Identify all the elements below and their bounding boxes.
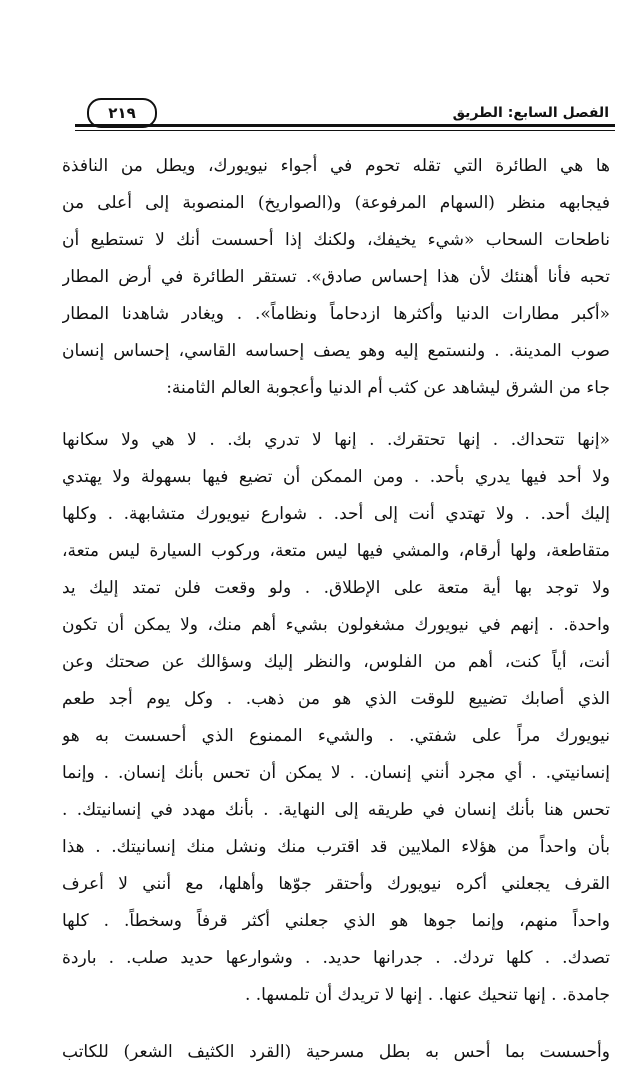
text-line: إليك أحد. . ولا تهتدي أنت إلى أحد. . شوارع نيويورك متشابهة. . وكلها <box>62 504 610 524</box>
text-line: ولا توجد بها أية متعة على الإطلاق. . ولو وقعت فلن تمتد إليك يد <box>62 578 610 598</box>
page-number: ٢١٩ <box>87 98 157 128</box>
header-rule-thin <box>75 130 615 131</box>
text-line: صوب المدينة. . ولنستمع إليه وهو يصف إحساسه القاسي، إحساس إنسان <box>62 341 610 361</box>
text-line: واحداً منهم، وإنما جوها هو الذي جعلني أكثر قرفاً وسخطاً. . كلها <box>62 911 610 931</box>
paragraph-gap <box>62 407 610 422</box>
text-line: ها هي الطائرة التي تقله تحوم في أجواء نيويورك، ويطل من النافذة <box>62 156 610 176</box>
text-line: ناطحات السحاب «شيء يخيفك، ولكنك إذا أحسست أنك لا تستطيع أن <box>62 230 610 250</box>
body-text <box>62 148 610 1071</box>
text-line: «إنها تتحداك. . إنها تحتقرك. . إنها لا تدري بك. . لا هي ولا سكانها <box>62 430 610 450</box>
text-line: وأحسست بما أحس به بطل مسرحية (القرد الكثيف الشعر) للكاتب <box>62 1042 610 1062</box>
text-line: جاء من الشرق ليشاهد عن كثب أم الدنيا وأعجوبة العالم الثامنة: <box>166 378 610 398</box>
text-line: متقاطعة، ولها أرقام، والمشي فيها ليس متعة، وركوب السيارة ليس متعة، <box>62 541 610 561</box>
text-line: واحدة. . إنهم في نيويورك مشغولون بشيء أهم منك، ولا يمكن أن تكون <box>62 615 610 635</box>
paragraph <box>62 148 610 407</box>
header-rule-thick <box>75 124 615 127</box>
quote-paragraph <box>62 422 610 1014</box>
text-line: جامدة. . إنها تنحيك عنها. . إنها لا تريدك أن تلمسها. . <box>244 985 610 1005</box>
text-line: تحس هنا بأنك إنسان في طريقه إلى النهاية. . بأنك مهدد في إنسانيتك. . <box>62 800 610 820</box>
text-line: القرف يجعلني أكره نيويورك وأحتقر جوّها وأهلها، مع أنني لا أعرف <box>62 874 610 894</box>
text-line: الذي أصابك تضييع للوقت الذي هو من ذهب. . وكل يوم أجد طعم <box>62 689 610 709</box>
paragraph-gap <box>62 1014 610 1034</box>
text-line: فيجابهه منظر (السهام المرفوعة) و(الصواريخ) المنصوبة إلى أعلى من <box>62 193 610 213</box>
chapter-title: الفصل السابع: الطريق <box>452 105 609 121</box>
text-line: تحبه فأنا أهنئك لأن هذا إحساس صادق». تستقر الطائرة في أرض المطار <box>62 267 610 287</box>
text-line: ولا أحد فيها يدري بأحد. . ومن الممكن أن تضيع فيها بسهولة ولا يهتدي <box>62 467 610 487</box>
paragraph <box>62 1034 610 1071</box>
text-line: بأن واحداً من هؤلاء الملايين قد اقترب منك ونشل منك إنسانيتك. . هذا <box>62 837 610 857</box>
text-line: «أكبر مطارات الدنيا وأكثرها ازدحاماً ونظاماً». . ويغادر شاهدنا المطار <box>62 304 610 324</box>
text-line: أنت، أياً كنت، أهم من الفلوس، والنظر إليك وسؤالك عن صحتك وعن <box>62 652 610 672</box>
running-header <box>75 92 615 132</box>
text-line: إنسانيتي. . أي مجرد أنني إنسان. . لا يمكن أن تحس بأنك إنسان. . وإنما <box>62 763 610 783</box>
text-line: نيويورك مراً على شفتي. . والشيء الممنوع الذي أحسست به هو <box>62 726 610 746</box>
text-line: تصدك. . كلها تردك. . جدرانها حديد. . وشوارعها حديد صلب. . باردة <box>62 948 610 968</box>
